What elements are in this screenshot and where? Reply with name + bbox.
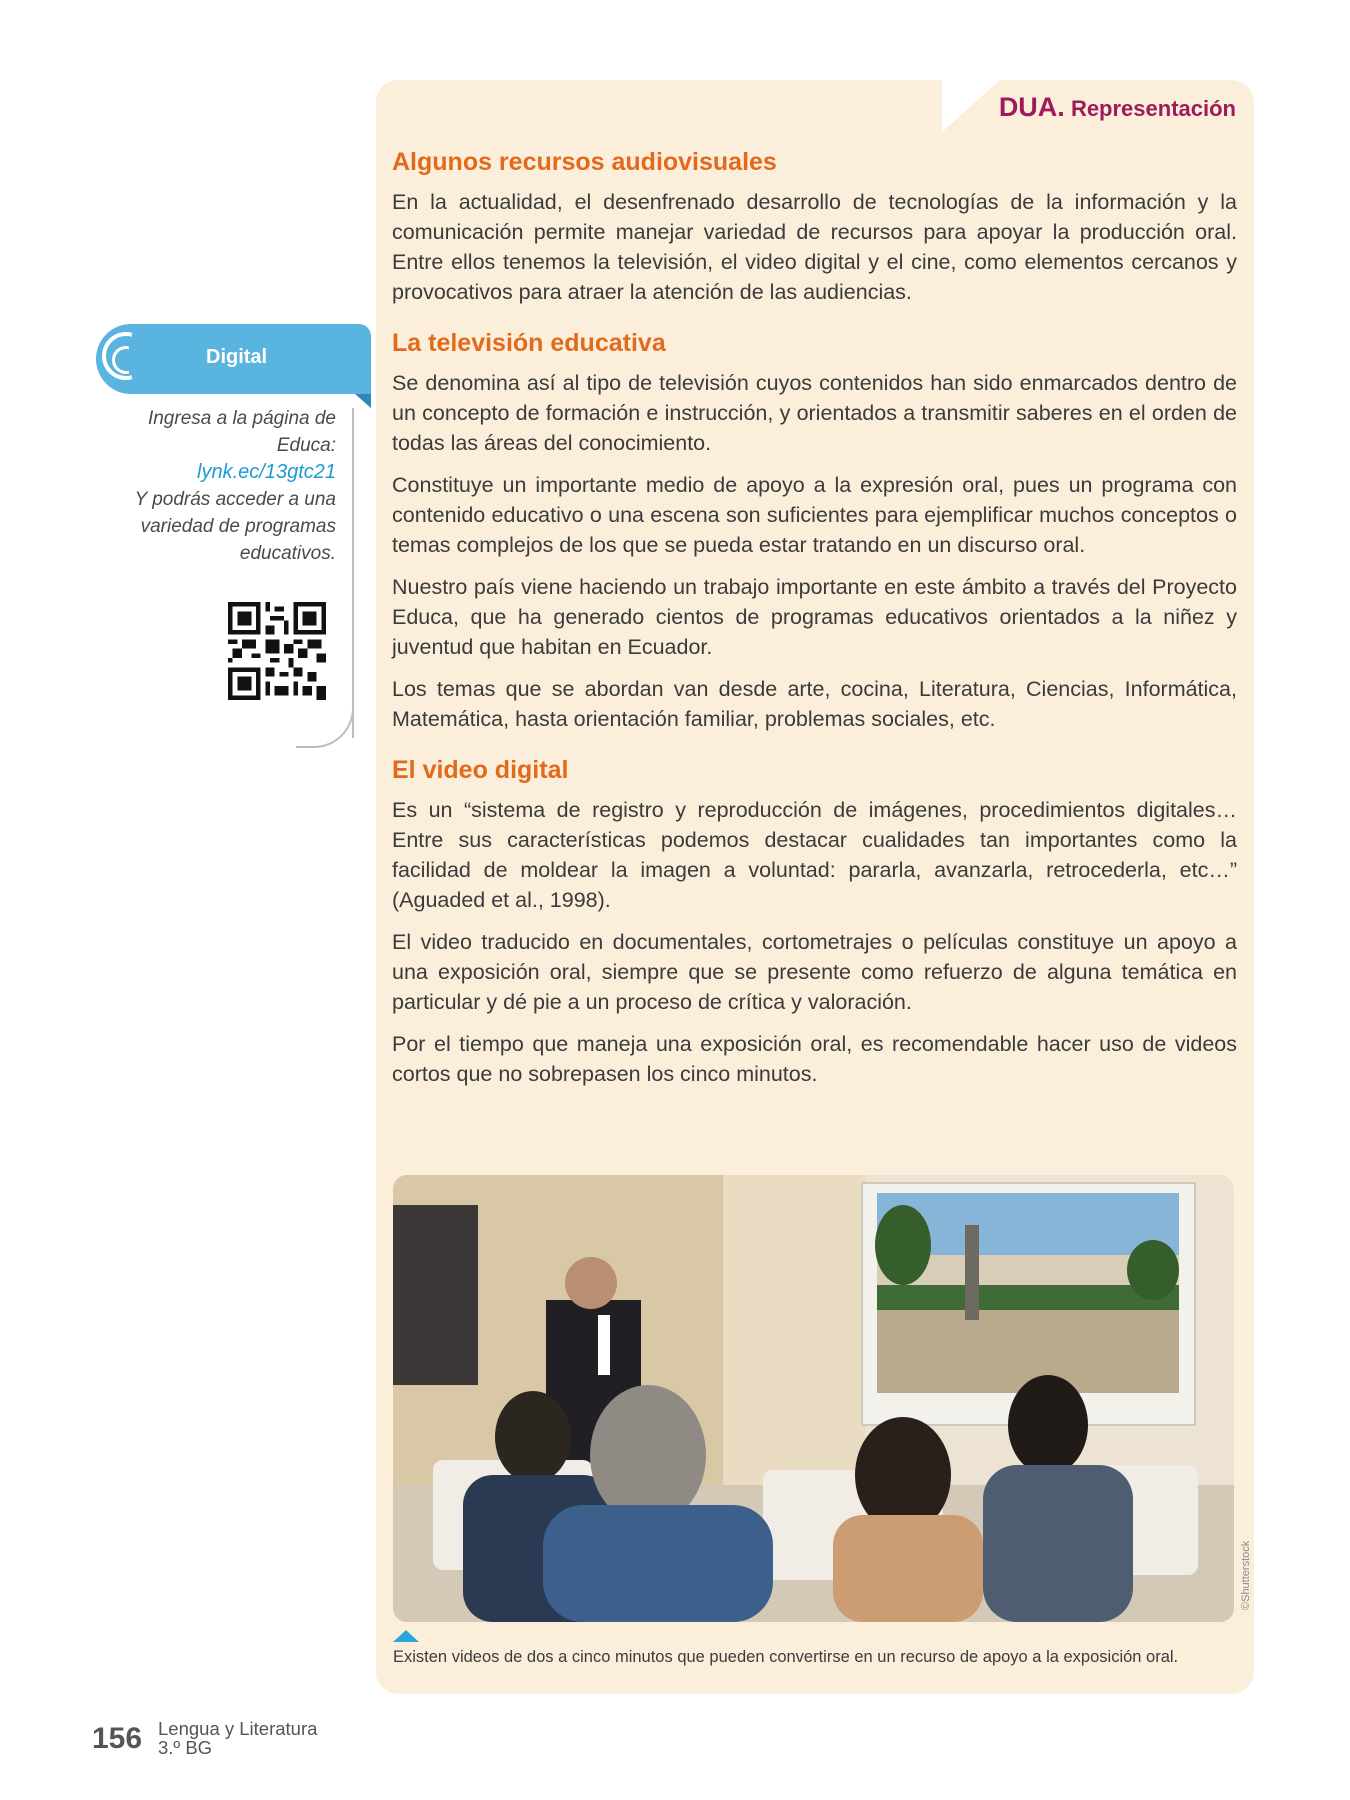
section-title: Algunos recursos audiovisuales (392, 148, 777, 176)
paragraph: El video traducido en documentales, cortometrajes o películas constituye un apoyo a una exposición oral, siempre que se presente como refuerzo de alguna temática en particular y dé pie a un proceso de crítica y valoración. (392, 930, 1237, 1014)
sidebar-line1: Ingresa a la página de Educa: (147, 408, 336, 456)
page-number: 156 (92, 1722, 143, 1755)
paragraph: Es un “sistema de registro y reproducción de imágenes, procedimientos digitales… Entre sus características podemos destacar cualidades tan importantes como la facilidad de moldear la imagen a voluntad: pararla, avanzarla, retrocederla, etc…” (Aguaded et al., 1998). (392, 798, 1237, 912)
digital-tab-label: Digital (206, 346, 268, 368)
section-video (392, 756, 1237, 1089)
classroom-illustration (393, 1175, 1234, 1622)
book-title (158, 1719, 317, 1757)
dua-header (999, 92, 1236, 123)
sidebar-divider (352, 408, 354, 738)
paragraph: Por el tiempo que maneja una exposición oral, es recomendable hacer uso de videos cortos que no sobrepasen los cinco minutos. (392, 1032, 1237, 1086)
section-recursos (392, 148, 1237, 307)
main-content (392, 148, 1237, 1111)
dua-label: DUA. (998, 92, 1065, 122)
paragraph: Nuestro país viene haciendo un trabajo importante en este ámbito a través del Proyecto Educa, que ha generado cientos de programas educativos orientados a la niñez y juventud que habitan en Ecuador. (392, 575, 1237, 659)
digital-logo-inner-icon (112, 346, 140, 374)
photo-credit: ©Shutterstock (1240, 1540, 1252, 1610)
book-grade: 3.º BG (158, 1737, 213, 1758)
digital-tab (96, 324, 371, 394)
section-title: El video digital (392, 756, 569, 784)
caption-triangle-icon (393, 1630, 419, 1642)
section-title: La televisión educativa (392, 329, 666, 357)
photo-caption: Existen videos de dos a cinco minutos que pueden convertirse en un recurso de apoyo a la exposición oral. (393, 1648, 1179, 1666)
sidebar-line2: Y podrás acceder a una variedad de programas educativos. (134, 489, 336, 564)
paragraph: Los temas que se abordan van desde arte, cocina, Literatura, Ciencias, Informática, Matemática, hasta orientación familiar, problemas sociales, etc. (392, 677, 1237, 731)
qr-code-icon[interactable] (228, 602, 326, 700)
sidebar-text (110, 405, 336, 567)
section-television (392, 329, 1237, 734)
paragraph: Se denomina así al tipo de televisión cuyos contenidos han sido enmarcados dentro de un concepto de formación e instrucción, y orientados a transmitir saberes en el orden de todas las áreas del conocimiento. (392, 371, 1237, 455)
classroom-photo (393, 1175, 1234, 1622)
sidebar-divider-curve (296, 700, 354, 748)
book-title-text: Lengua y Literatura (158, 1718, 318, 1739)
tab-fold (355, 394, 371, 408)
dua-section: Representación (1070, 96, 1236, 121)
paragraph: En la actualidad, el desenfrenado desarrollo de tecnologías de la información y la comunicación permite manejar variedad de recursos para apoyar la producción oral. Entre ellos tenemos la televisión, el video digital y el cine, como elementos cercanos y provocativos para atraer la atención de las audiencias. (392, 190, 1237, 304)
paragraph: Constituye un importante medio de apoyo a la expresión oral, pues un programa con contenido educativo o una escena son suficientes para ejemplificar muchos conceptos o temas complejos de los que se pueda estar tratando en un discurso oral. (392, 473, 1237, 557)
educa-link[interactable]: lynk.ec/13gtc21 (197, 461, 336, 483)
